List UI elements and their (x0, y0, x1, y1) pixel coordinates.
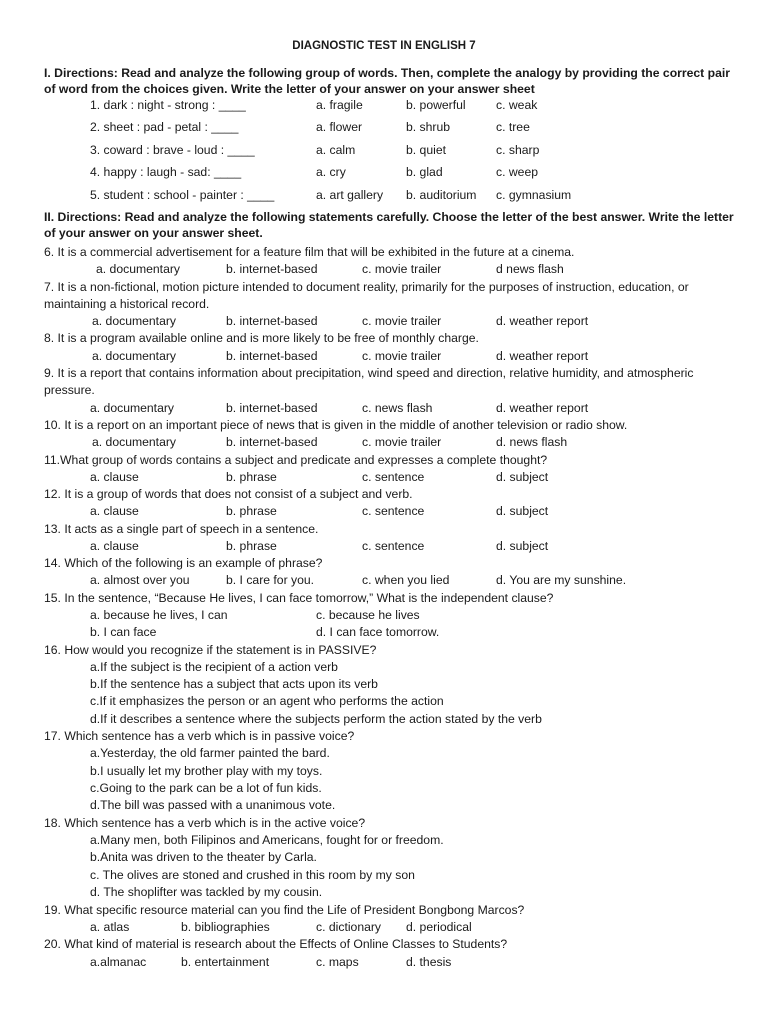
choice-b: b. phrase (226, 470, 277, 484)
choice-b: b.Anita was driven to the theater by Carla. (90, 850, 317, 864)
choice-d: d. subject (496, 539, 549, 553)
choice-d: d. weather report (496, 349, 589, 363)
choice-b: b. phrase (226, 539, 277, 553)
choice-a: a. clause (90, 470, 139, 484)
choice-d: d. news flash (496, 435, 568, 449)
choice-b: b. phrase (226, 504, 277, 518)
choice-b: b.I usually let my brother play with my toys. (90, 764, 323, 778)
choice-c: c. tree (496, 120, 530, 134)
choice-a: a. documentary (92, 349, 177, 363)
choice-a: a. clause (90, 504, 139, 518)
choice-b: b. auditorium (406, 188, 477, 202)
choice-b: b. powerful (406, 98, 466, 112)
choice-a: a. almost over you (90, 573, 190, 587)
choice-d: d. You are my sunshine. (496, 573, 627, 587)
choice-a: a. flower (316, 120, 363, 134)
part1-directions: I. Directions: Read and analyze the following group of words. Then, complete the analogy by providing the correct pair of word from the choices given. Write the letter of your answer on your answer sheet (44, 66, 730, 96)
choice-c: c. because he lives (316, 608, 420, 622)
choice-d: d. weather report (496, 401, 589, 415)
choice-c: c. news flash (362, 401, 433, 415)
question-text: 3. coward : brave - loud : ____ (90, 143, 255, 157)
part2-directions: II. Directions: Read and analyze the following statements carefully. Choose the letter of the best answer. Write the letter of your answer on your answer sheet. (44, 210, 734, 240)
choice-d: d. weather report (496, 314, 589, 328)
question-text: 2. sheet : pad - petal : ____ (90, 120, 239, 134)
choice-a: a. documentary (92, 314, 177, 328)
choice-a: a. documentary (96, 262, 181, 276)
choice-b: b. shrub (406, 120, 451, 134)
choice-c: c. movie trailer (362, 349, 442, 363)
choice-a: a. documentary (90, 401, 175, 415)
question-15: 15. In the sentence, “Because He lives, I can face tomorrow,” What is the independent clause? (44, 591, 554, 605)
choice-b: b. I can face (90, 625, 157, 639)
question-9: 9. It is a report that contains information about precipitation, wind speed and direction, relative humidity, and atmospheric pressure. (44, 366, 694, 398)
choice-c: c. gymnasium (496, 188, 572, 202)
choice-b: b. entertainment (181, 955, 270, 969)
question-6: 6. It is a commercial advertisement for a feature film that will be exhibited in the future at a cinema. (44, 245, 575, 259)
question-text: 1. dark : night - strong : ____ (90, 98, 246, 112)
question-text: 4. happy : laugh - sad: ____ (90, 165, 242, 179)
question-8: 8. It is a program available online and is more likely to be free of monthly charge. (44, 331, 479, 345)
question-text: 5. student : school - painter : ____ (90, 188, 275, 202)
question-11: 11.What group of words contains a subject and predicate and expresses a complete thought? (44, 453, 548, 467)
choice-a: a. fragile (316, 98, 363, 112)
choice-d: d.The bill was passed with a unanimous vote. (90, 798, 336, 812)
choice-c: c. weep (496, 165, 539, 179)
question-10: 10. It is a report on an important piece of news that is given in the middle of another television or radio show. (44, 418, 628, 432)
choice-c: c. dictionary (316, 920, 382, 934)
choice-c: c. weak (496, 98, 538, 112)
choice-b: b. internet-based (226, 435, 318, 449)
choice-b: b.If the sentence has a subject that acts upon its verb (90, 677, 378, 691)
choice-c: c. movie trailer (362, 314, 442, 328)
question-20: 20. What kind of material is research about the Effects of Online Classes to Students? (44, 937, 508, 951)
choice-a: a.If the subject is the recipient of a action verb (90, 660, 338, 674)
choice-b: b. glad (406, 165, 443, 179)
choice-a: a. art gallery (316, 188, 384, 202)
question-18: 18. Which sentence has a verb which is in the active voice? (44, 816, 366, 830)
question-14: 14. Which of the following is an example of phrase? (44, 556, 323, 570)
choice-b: b. internet-based (226, 349, 318, 363)
choice-c: c. sentence (362, 470, 425, 484)
choice-a: a.Many men, both Filipinos and Americans, fought for or freedom. (90, 833, 444, 847)
choice-a: a. because he lives, I can (90, 608, 228, 622)
choice-b: b. quiet (406, 143, 446, 157)
choice-c: c. sharp (496, 143, 540, 157)
choice-c: c. sentence (362, 504, 425, 518)
choice-d: d.If it describes a sentence where the subjects perform the action stated by the verb (90, 712, 542, 726)
choice-c: c. The olives are stoned and crushed in this room by my son (90, 868, 415, 882)
choice-a: a.Yesterday, the old farmer painted the bard. (90, 746, 330, 760)
question-16: 16. How would you recognize if the statement is in PASSIVE? (44, 643, 377, 657)
choice-a: a. calm (316, 143, 356, 157)
choice-d: d. I can face tomorrow. (316, 625, 440, 639)
choice-c: c.Going to the park can be a lot of fun kids. (90, 781, 322, 795)
choice-d: d news flash (496, 262, 564, 276)
choice-c: c. movie trailer (362, 262, 442, 276)
choice-a: a. clause (90, 539, 139, 553)
question-19: 19. What specific resource material can you find the Life of President Bongbong Marcos? (44, 903, 525, 917)
choice-d: d. subject (496, 504, 549, 518)
question-13: 13. It acts as a single part of speech in a sentence. (44, 522, 319, 536)
choice-a: a. atlas (90, 920, 130, 934)
page-title: DIAGNOSTIC TEST IN ENGLISH 7 (292, 40, 476, 52)
choice-d: d. subject (496, 470, 549, 484)
choice-d: d. The shoplifter was tackled by my cousin. (90, 885, 323, 899)
choice-c: c. sentence (362, 539, 425, 553)
choice-c: c. movie trailer (362, 435, 442, 449)
question-12: 12. It is a group of words that does not consist of a subject and verb. (44, 487, 413, 501)
choice-b: b. I care for you. (226, 573, 315, 587)
choice-a: a. documentary (92, 435, 177, 449)
choice-a: a. cry (316, 165, 346, 179)
choice-b: b. internet-based (226, 314, 318, 328)
choice-b: b. internet-based (226, 401, 318, 415)
choice-b: b. bibliographies (181, 920, 270, 934)
choice-b: b. internet-based (226, 262, 318, 276)
choice-c: c.If it emphasizes the person or an agent who performs the action (90, 694, 444, 708)
choice-c: c. when you lied (362, 573, 450, 587)
choice-c: c. maps (316, 955, 359, 969)
question-17: 17. Which sentence has a verb which is in passive voice? (44, 729, 355, 743)
choice-a: a.almanac (90, 955, 147, 969)
question-7: 7. It is a non-fictional, motion picture intended to document reality, primarily for the purposes of instruction, education, or maintaining a historical record. (44, 280, 689, 312)
choice-d: d. thesis (406, 955, 452, 969)
choice-d: d. periodical (406, 920, 472, 934)
